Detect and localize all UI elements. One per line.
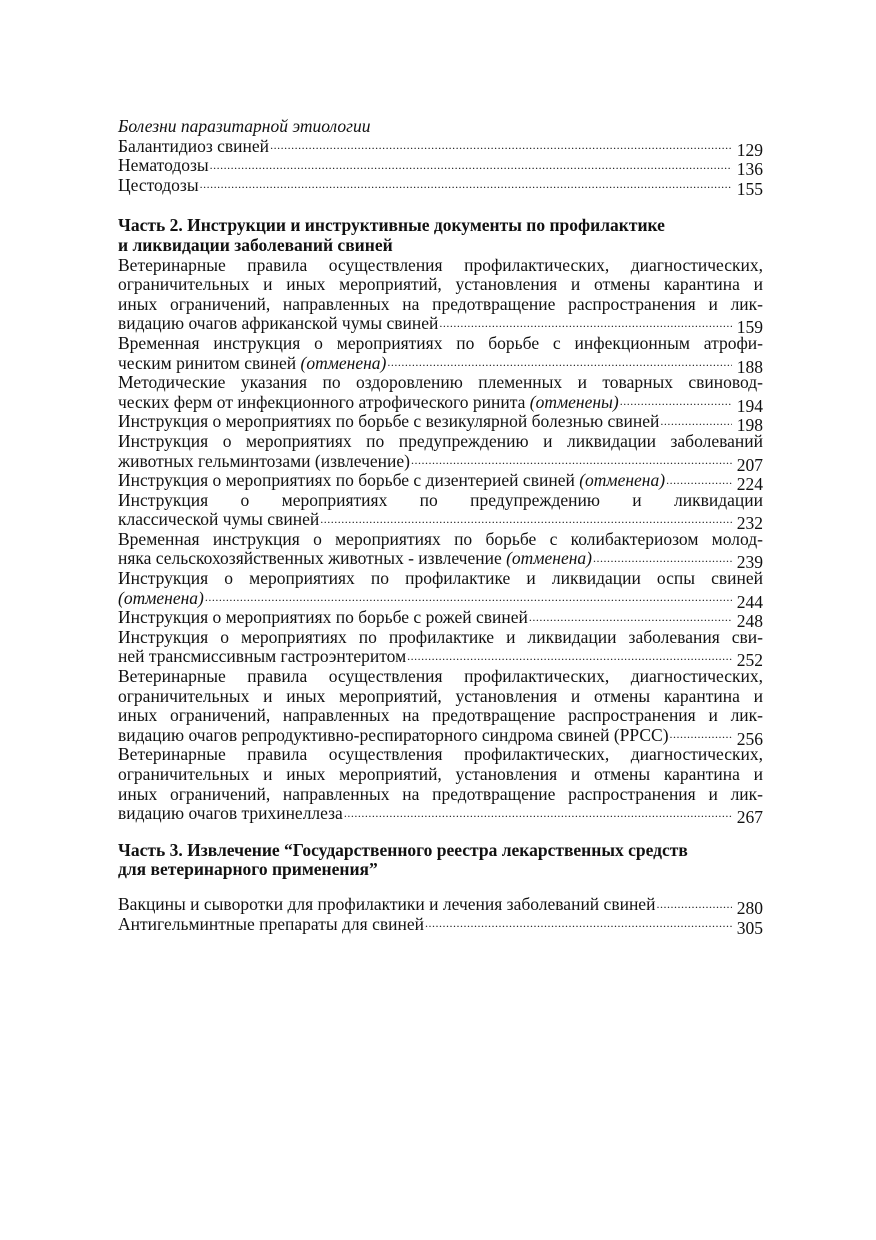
cancelled-note: (отменена) (118, 587, 204, 608)
toc-page-number: 188 (736, 356, 763, 377)
toc-page-number: 305 (736, 917, 763, 938)
toc-page-number: 232 (736, 513, 763, 534)
toc-entry-line: иных ограничений, направленных на предотвращение распространения и лик- (118, 783, 763, 804)
toc-entry-text: няка сельскохозяйственных животных - извлечение (118, 548, 502, 569)
toc-entry-title: Вакцины и сыворотки для профилактики и лечения заболеваний свиней (118, 893, 656, 914)
part-2-heading (118, 216, 763, 255)
toc-entry (118, 893, 763, 918)
toc-entry (118, 174, 763, 199)
leader-dots (387, 355, 732, 369)
toc-entry-line: Ветеринарные правила осуществления профилактических, диагностических, (118, 744, 763, 765)
toc-entry-line: Временная инструкция о мероприятиях по борьбе с инфекционным атрофи- (118, 332, 763, 353)
cancelled-note: (отменена) (300, 352, 387, 373)
toc-entry (118, 666, 763, 749)
toc-entry-line: иных ограничений, направленных на предотвращение распространения и лик- (118, 705, 763, 726)
toc-entry-text: ческим ринитом свиней (118, 352, 297, 373)
toc-entry-line: Ветеринарные правила осуществления профилактических, диагностических, (118, 666, 763, 687)
leader-dots (593, 551, 732, 565)
toc-entry-last-line (118, 587, 763, 612)
toc-page-number: 198 (736, 415, 763, 436)
toc-entry (118, 332, 763, 377)
toc-entry-line: Временная инструкция о мероприятиях по борьбе с колибактериозом молод- (118, 528, 763, 549)
leader-dots (407, 649, 732, 663)
toc-entry-last-line (118, 548, 763, 573)
toc-entry-title (118, 647, 406, 667)
toc-entry-last-line (118, 509, 763, 534)
toc-entry-text: животных гельминтозами (извлечение) (118, 450, 411, 471)
toc-entry-title (118, 393, 619, 413)
toc-page-number: 248 (736, 611, 763, 632)
toc-entry (118, 913, 763, 938)
toc-entry-last-line (118, 724, 763, 749)
toc-entry-line: Методические указания по оздоровлению племенных и товарных свиновод- (118, 372, 763, 393)
leader-dots (425, 916, 732, 930)
leader-dots (411, 453, 732, 467)
toc-entry-text: видацию очагов репродуктивно-респираторного синдрома свиней (РРСС) (118, 724, 669, 745)
toc-entry-title (118, 510, 319, 530)
toc-entry-last-line (118, 450, 763, 475)
leader-dots (656, 897, 732, 911)
leader-dots (620, 394, 732, 408)
toc-entry-text: Инструкция о мероприятиях по борьбе с дизентерией свиней (118, 470, 575, 491)
leader-dots (660, 414, 732, 428)
toc-entry-title: Цестодозы (118, 174, 199, 195)
part-2-heading-line: Часть 2. Инструкции и инструктивные документы по профилактике (118, 215, 665, 236)
toc-entry-line: Инструкция о мероприятиях по профилактике и ликвидации заболевания сви- (118, 626, 763, 647)
cancelled-note: (отменена) (579, 470, 666, 491)
toc-entry-text: видацию очагов африканской чумы свиней (118, 313, 439, 334)
toc-entry-last-line (118, 607, 763, 632)
toc-entry-line: иных ограничений, направленных на предотвращение распространения и лик- (118, 293, 763, 314)
toc-entry-text: Инструкция о мероприятиях по борьбе с рожей свиней (118, 607, 528, 628)
leader-dots (529, 610, 732, 624)
toc-entry (118, 489, 763, 534)
part-2-heading-line: и ликвидации заболеваний свиней (118, 234, 393, 255)
toc-page-number: 159 (736, 317, 763, 338)
toc-entry-title (118, 804, 343, 824)
toc-entry (118, 607, 763, 632)
leader-dots (439, 316, 732, 330)
toc-entry-last-line (118, 411, 763, 436)
toc-entry-title (118, 471, 665, 491)
leader-dots (320, 512, 732, 526)
toc-entry-title (118, 549, 592, 569)
toc-entry-last-line (118, 391, 763, 416)
toc-page-number: 267 (736, 807, 763, 828)
toc-entry (118, 528, 763, 573)
leader-dots (210, 158, 732, 172)
toc-entry (118, 568, 763, 612)
toc-entry-line: Инструкция о мероприятиях по профилактике и ликвидации оспы свиней (118, 568, 763, 589)
leader-dots (666, 473, 732, 487)
toc-entry-line: Ветеринарные правила осуществления профилактических, диагностических, (118, 254, 763, 275)
leader-dots (270, 138, 732, 152)
toc-entry (118, 411, 763, 436)
toc-entry-title (118, 412, 659, 432)
toc-entry (118, 155, 763, 180)
section-heading-parasitic: Болезни паразитарной этиологии (118, 116, 371, 136)
toc-entry-text: ческих ферм от инфекционного атрофического ринита (118, 391, 526, 412)
toc-entry-text: классической чумы свиней (118, 509, 320, 530)
part-3-entries (118, 893, 763, 938)
toc-entry-title: Балантидиоз свиней (118, 135, 270, 156)
toc-entry-text: ней трансмиссивным гастроэнтеритом (118, 646, 407, 667)
leader-dots (344, 806, 732, 820)
toc-entry-title (118, 726, 669, 746)
toc-page-number: 252 (736, 650, 763, 671)
toc-entry-title (118, 608, 528, 628)
toc-page-number: 194 (736, 395, 763, 416)
toc-entry-title (118, 354, 386, 374)
toc-entry-title (118, 452, 410, 472)
leader-dots (200, 177, 732, 191)
cancelled-note: (отменены) (529, 391, 619, 412)
toc-page-number: 280 (736, 897, 763, 918)
toc-entry (118, 626, 763, 671)
part-3-heading-line: для ветеринарного применения” (118, 859, 378, 880)
toc-page-number: 129 (736, 139, 763, 160)
toc-entry-text: Инструкция о мероприятиях по борьбе с везикулярной болезнью свиней (118, 411, 660, 432)
toc-page-number: 155 (736, 178, 763, 199)
toc-entry-title: Антигельминтные препараты для свиней (118, 913, 424, 934)
part-3-heading-line: Часть 3. Извлечение “Государственного реестра лекарственных средств (118, 839, 688, 860)
toc-entry-line: Инструкция о мероприятиях по предупреждению и ликвидации заболеваний (118, 430, 763, 451)
toc-entry-last-line (118, 352, 763, 377)
toc-entry (118, 135, 763, 160)
toc-page-number: 256 (736, 728, 763, 749)
toc-page-number: 239 (736, 552, 763, 573)
toc-entry-line: ограничительных и иных мероприятий, установления и отмены карантина и (118, 685, 763, 706)
part-3-heading (118, 841, 763, 880)
toc-entry-last-line (118, 803, 763, 828)
leader-dots (205, 590, 732, 604)
toc-entry-title (118, 314, 438, 334)
toc-entry-title (118, 589, 204, 609)
toc-entry-title: Нематодозы (118, 155, 209, 176)
toc-entry-last-line (118, 646, 763, 671)
cancelled-note: (отменена) (506, 548, 592, 569)
toc-page-number: 244 (736, 591, 763, 612)
toc-entry (118, 254, 763, 338)
toc-entry (118, 744, 763, 828)
toc-page-number: 207 (736, 454, 763, 475)
toc-entry (118, 430, 763, 475)
leader-dots (670, 727, 732, 741)
toc-entry-text: видацию очагов трихинеллеза (118, 803, 343, 824)
table-of-contents (118, 116, 763, 938)
toc-entry (118, 372, 763, 416)
toc-entry-last-line (118, 313, 763, 338)
toc-entry-last-line (118, 470, 763, 495)
part-2-entries (118, 254, 763, 828)
toc-entry-line: ограничительных и иных мероприятий, установления и отмены карантина и (118, 764, 763, 784)
toc-entry (118, 470, 763, 495)
toc-page-number: 136 (736, 159, 763, 180)
toc-page-number: 224 (736, 474, 763, 495)
toc-entry-line: ограничительных и иных мероприятий, установления и отмены карантина и (118, 274, 763, 295)
toc-entry-line: Инструкция о мероприятиях по предупреждению и ликвидации (118, 489, 763, 510)
